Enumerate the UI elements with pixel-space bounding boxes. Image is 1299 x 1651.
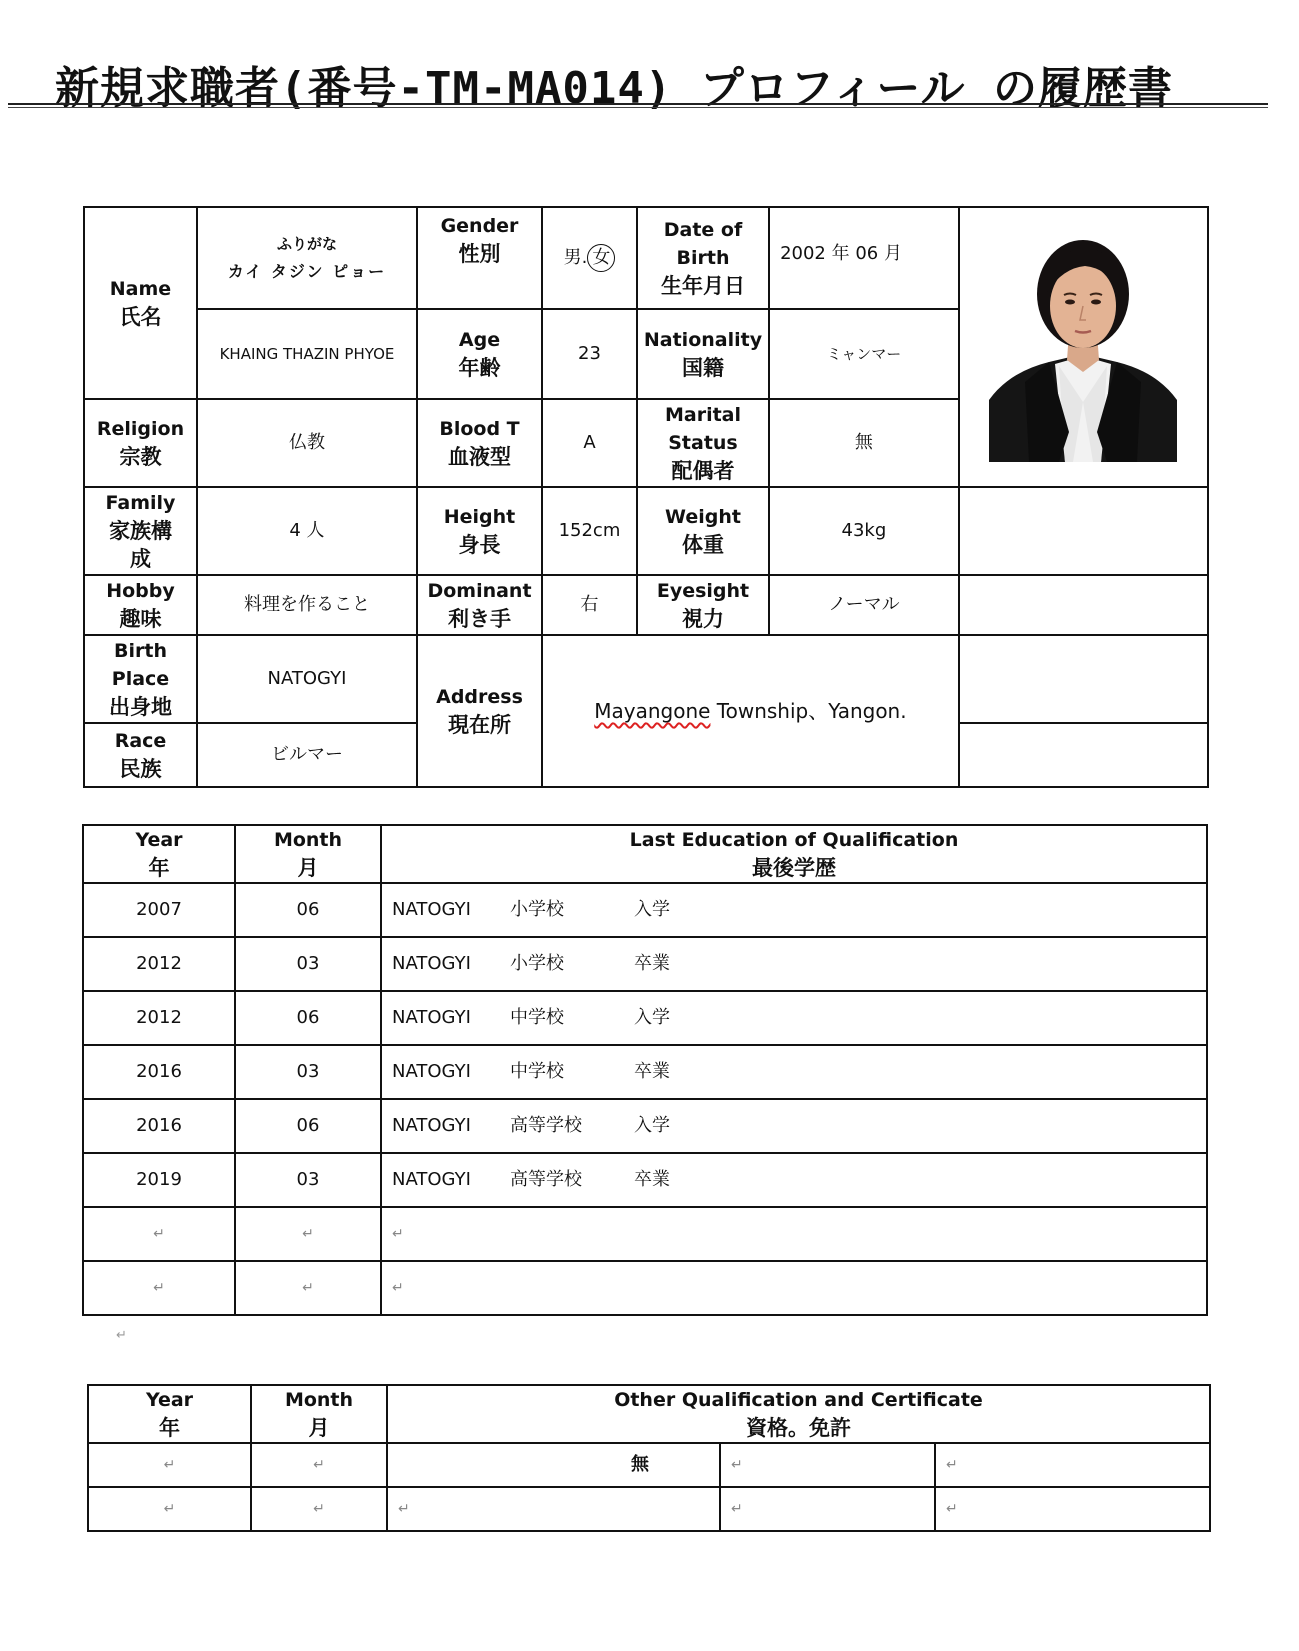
table-row <box>83 991 1207 1045</box>
edu-month-label-jp: 月 <box>297 856 319 880</box>
address-value-cell <box>542 635 959 787</box>
marital-label-cell <box>637 399 769 487</box>
oth-month-label-jp: 月 <box>308 1416 330 1440</box>
edu-year-label: Year <box>135 829 183 851</box>
address-label: Address <box>436 686 523 708</box>
edu-year-label-jp: 年 <box>148 856 170 880</box>
height-value: 152cm <box>542 487 637 575</box>
edu-status: 卒業 <box>634 953 670 974</box>
edu-place: NATOGYI <box>392 1169 471 1190</box>
edu-school: 小学校 <box>510 953 564 974</box>
dob-label-cell <box>637 207 769 309</box>
race-label-cell <box>84 723 197 787</box>
weight-value: 43kg <box>769 487 959 575</box>
dominant-label-cell <box>417 575 542 635</box>
edu-year: 2016 <box>83 1045 235 1099</box>
family-label-jp-2: 成 <box>130 547 151 571</box>
edu-detail <box>381 1099 1207 1153</box>
table-row <box>83 883 1207 937</box>
return-mark: ↵ <box>387 1487 720 1531</box>
dob-label-2: Birth <box>676 247 730 269</box>
document-title: 新規求職者(番号-TM-MA014) プロフィール の履歴書 <box>55 63 1173 114</box>
edu-school: 高等学校 <box>510 1115 582 1136</box>
family-label-jp-1: 家族構 <box>109 519 172 543</box>
paragraph-return-mark: ↵ <box>116 1328 127 1343</box>
edu-year-header <box>83 825 235 883</box>
blood-label: Blood T <box>439 418 520 440</box>
nationality-value: ミャンマー <box>769 309 959 399</box>
birthplace-label-jp: 出身地 <box>109 695 172 719</box>
return-mark: ↵ <box>720 1443 935 1487</box>
oth-month-label: Month <box>284 1389 354 1411</box>
edu-year: 2019 <box>83 1153 235 1207</box>
edu-place: NATOGYI <box>392 953 471 974</box>
profile-table <box>83 206 1209 788</box>
religion-label-jp: 宗教 <box>119 445 162 469</box>
religion-label-cell <box>84 399 197 487</box>
marital-label-2: Status <box>668 432 738 454</box>
edu-detail <box>381 883 1207 937</box>
table-row-empty <box>83 1261 1207 1315</box>
empty-cell-race-row <box>959 723 1208 787</box>
race-label: Race <box>114 730 167 752</box>
dob-label-jp: 生年月日 <box>660 274 745 298</box>
edu-detail <box>381 1045 1207 1099</box>
empty-cell-birthplace-row <box>959 635 1208 723</box>
family-label: Family <box>105 492 176 514</box>
edu-heading-cell <box>381 825 1207 883</box>
birthplace-label-1: Birth <box>114 640 167 662</box>
table-row <box>83 937 1207 991</box>
blood-label-jp: 血液型 <box>448 445 511 469</box>
age-label-jp: 年齢 <box>458 356 501 380</box>
race-label-jp: 民族 <box>119 757 162 781</box>
dob-label-1: Date of <box>663 219 743 241</box>
return-mark: ↵ <box>251 1487 387 1531</box>
oth-year-label-jp: 年 <box>159 1416 180 1440</box>
return-mark: ↵ <box>935 1487 1210 1531</box>
return-mark: ↵ <box>235 1207 381 1261</box>
edu-month: 03 <box>235 1153 381 1207</box>
dob-value: 2002 年 06 月 <box>769 207 959 309</box>
oth-year-label: Year <box>145 1389 194 1411</box>
edu-status: 卒業 <box>634 1061 670 1082</box>
return-mark: ↵ <box>88 1443 251 1487</box>
nationality-label: Nationality <box>643 329 763 351</box>
race-value: ビルマー <box>197 723 417 787</box>
edu-detail <box>381 937 1207 991</box>
name-label-jp: 氏名 <box>119 305 162 329</box>
address-label-cell <box>417 635 542 787</box>
edu-place: NATOGYI <box>392 899 471 920</box>
name-label: Name <box>109 278 172 300</box>
edu-detail <box>381 991 1207 1045</box>
table-row <box>88 1443 1210 1487</box>
age-label-cell <box>417 309 542 399</box>
birthplace-value: NATOGYI <box>197 635 417 723</box>
edu-month: 06 <box>235 991 381 1045</box>
edu-month: 03 <box>235 1045 381 1099</box>
edu-school: 小学校 <box>510 899 564 920</box>
return-mark: ↵ <box>88 1487 251 1531</box>
marital-label-1: Marital <box>664 404 741 426</box>
title-underline <box>8 103 1268 105</box>
edu-school: 中学校 <box>510 1061 564 1082</box>
table-row <box>83 1045 1207 1099</box>
title-underline-secondary <box>8 107 1268 108</box>
oth-heading: Other Qualification and Certificate <box>614 1389 983 1411</box>
hobby-value: 料理を作ること <box>197 575 417 635</box>
edu-heading-jp: 最後学歴 <box>752 856 836 880</box>
edu-year: 2012 <box>83 937 235 991</box>
height-label-cell <box>417 487 542 575</box>
eyesight-label-cell <box>637 575 769 635</box>
address-label-jp: 現在所 <box>448 713 511 737</box>
return-mark: ↵ <box>251 1443 387 1487</box>
education-table <box>82 824 1208 1316</box>
edu-month: 03 <box>235 937 381 991</box>
photo-cell <box>959 207 1208 487</box>
edu-status: 入学 <box>634 1115 670 1136</box>
edu-year: 2012 <box>83 991 235 1045</box>
edu-status: 入学 <box>634 899 670 920</box>
birthplace-label-2: Place <box>111 668 170 690</box>
family-value: 4 人 <box>197 487 417 575</box>
height-label-jp: 身長 <box>458 533 501 557</box>
marital-label-jp: 配偶者 <box>671 459 735 483</box>
edu-heading: Last Education of Qualification <box>629 829 959 851</box>
empty-cell-weight-row <box>959 487 1208 575</box>
religion-label: Religion <box>96 418 185 440</box>
marital-value: 無 <box>769 399 959 487</box>
edu-month: 06 <box>235 883 381 937</box>
name-label-cell <box>84 207 197 399</box>
return-mark: ↵ <box>381 1261 1207 1315</box>
table-row <box>83 1153 1207 1207</box>
hobby-label: Hobby <box>106 580 175 602</box>
furigana-label: ふりがな <box>276 235 337 253</box>
oth-heading-cell <box>387 1385 1210 1443</box>
table-row-empty <box>83 1207 1207 1261</box>
eyesight-value: ノーマル <box>769 575 959 635</box>
address-value-2: Township、Yangon. <box>710 699 907 723</box>
table-row <box>83 1099 1207 1153</box>
edu-month-label: Month <box>273 829 343 851</box>
height-label: Height <box>443 506 516 528</box>
eyesight-label-jp: 視力 <box>681 607 724 631</box>
return-mark: ↵ <box>935 1443 1210 1487</box>
dominant-label-jp: 利き手 <box>448 607 511 631</box>
furigana-value: カイ タジン ピョー <box>227 262 387 281</box>
oth-heading-jp: 資格。免許 <box>746 1416 851 1440</box>
gender-male: 男. <box>563 247 588 268</box>
address-value-1: Mayangone <box>594 699 711 723</box>
weight-label-cell <box>637 487 769 575</box>
hobby-label-jp: 趣味 <box>119 607 162 631</box>
return-mark: ↵ <box>235 1261 381 1315</box>
nationality-label-cell <box>637 309 769 399</box>
religion-value: 仏教 <box>197 399 417 487</box>
gender-female-circled: 女 <box>587 244 615 272</box>
family-label-cell <box>84 487 197 575</box>
edu-status: 卒業 <box>634 1169 670 1190</box>
gender-label-cell <box>417 207 542 309</box>
hobby-label-cell <box>84 575 197 635</box>
age-label: Age <box>458 329 501 351</box>
edu-detail <box>381 1153 1207 1207</box>
name-value: KHAING THAZIN PHYOE <box>197 309 417 399</box>
birthplace-label-cell <box>84 635 197 723</box>
edu-place: NATOGYI <box>392 1115 471 1136</box>
oth-value: 無 <box>387 1443 720 1487</box>
return-mark: ↵ <box>83 1207 235 1261</box>
gender-label: Gender <box>440 215 519 237</box>
gender-value-cell <box>542 207 637 309</box>
return-mark: ↵ <box>720 1487 935 1531</box>
oth-month-header <box>251 1385 387 1443</box>
age-value: 23 <box>542 309 637 399</box>
return-mark: ↵ <box>83 1261 235 1315</box>
gender-label-jp: 性別 <box>458 242 501 266</box>
oth-year-header <box>88 1385 251 1443</box>
empty-cell-hobby-row <box>959 575 1208 635</box>
furigana-cell <box>197 207 417 309</box>
eyesight-label: Eyesight <box>656 580 750 602</box>
edu-school: 高等学校 <box>510 1169 582 1190</box>
dominant-value: 右 <box>542 575 637 635</box>
applicant-photo <box>989 232 1177 462</box>
edu-place: NATOGYI <box>392 1061 471 1082</box>
weight-label-jp: 体重 <box>681 533 724 557</box>
table-row-empty <box>88 1487 1210 1531</box>
weight-label: Weight <box>665 506 741 528</box>
return-mark: ↵ <box>381 1207 1207 1261</box>
nationality-label-jp: 国籍 <box>681 356 724 380</box>
edu-year: 2016 <box>83 1099 235 1153</box>
edu-school: 中学校 <box>510 1007 564 1028</box>
edu-status: 入学 <box>634 1007 670 1028</box>
edu-month: 06 <box>235 1099 381 1153</box>
other-qualification-table <box>87 1384 1211 1532</box>
blood-value: A <box>542 399 637 487</box>
edu-place: NATOGYI <box>392 1007 471 1028</box>
dominant-label: Dominant <box>427 580 532 602</box>
edu-month-header <box>235 825 381 883</box>
edu-year: 2007 <box>83 883 235 937</box>
blood-label-cell <box>417 399 542 487</box>
